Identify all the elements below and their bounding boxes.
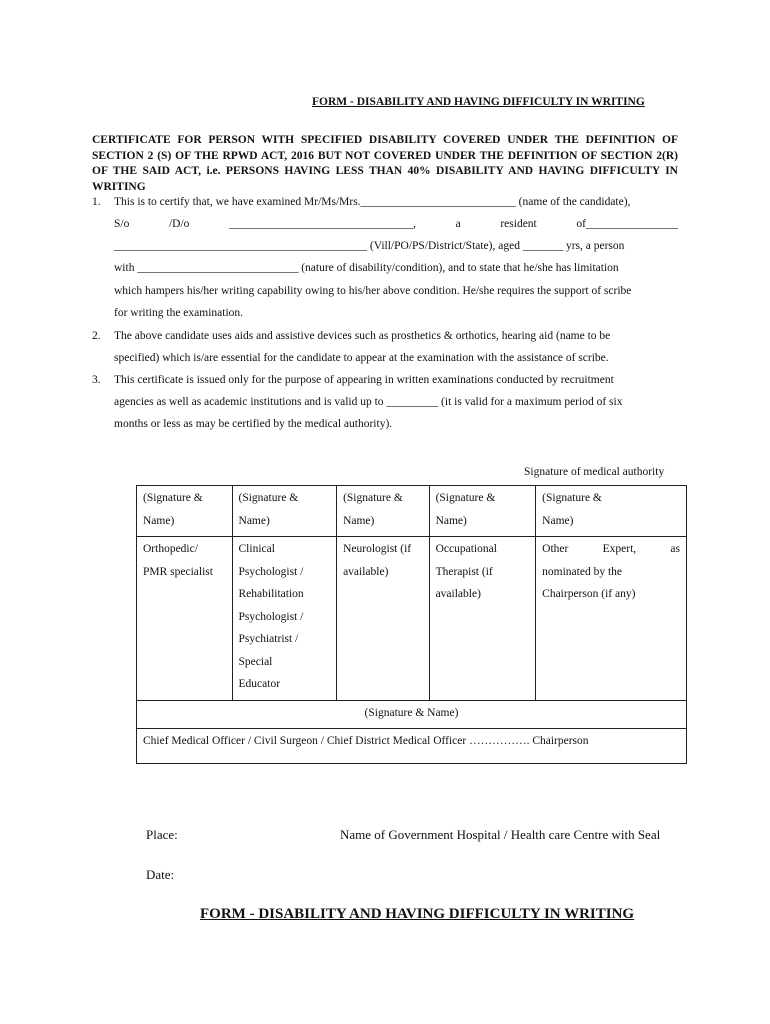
clause-number: 3.	[92, 374, 101, 386]
clause-3-line-3: months or less as may be certified by the medical authority).	[114, 418, 393, 430]
chairperson-cell: Chief Medical Officer / Civil Surgeon / Chief District Medical Officer ……………. Chairperson	[137, 729, 687, 764]
clause-2-line-1: The above candidate uses aids and assistive devices such as prosthetics & orthotics, hearing aid (name to be	[114, 330, 611, 342]
signature-cell: (Signature & Name)	[232, 486, 337, 537]
chairperson-row	[137, 729, 687, 764]
certificate-heading: CERTIFICATE FOR PERSON WITH SPECIFIED DISABILITY COVERED UNDER THE DEFINITION OF SECTION 2 (S) OF THE RPWD ACT, 2016 BUT NOT COVERED UNDER THE DEFINITION OF SECTION 2(R) OF THE SAID ACT, i.e. PERSONS HAVING LESS THAN 40% DISABILITY AND HAVING DIFFICULTY IN WRITING	[92, 134, 678, 193]
other-expert-cell: Other Expert, as nominated by the Chairperson (if any)	[536, 537, 687, 701]
signature-row	[137, 486, 687, 537]
word-a: a	[455, 218, 461, 230]
clause-3-line-2: agencies as well as academic institutions and is valid up to _________ (it is valid for a maximum period of six	[114, 396, 623, 408]
clause-2-line-2: specified) which is/are essential for the candidate to appear at the examination with the assistance of scribe.	[114, 352, 609, 364]
clause-number: 1.	[92, 196, 101, 208]
parent-name-blank: ________________________________,	[229, 218, 416, 230]
clause-1-line-4: with ____________________________ (nature of disability/condition), and to state that he/she has limitation	[114, 262, 619, 274]
place-label: Place:	[146, 827, 178, 842]
signature-cell: (Signature & Name)	[429, 486, 536, 537]
clause-1-line-1: This is to certify that, we have examined Mr/Ms/Mrs.___________________________ (name of the candidate),	[114, 196, 631, 208]
signature-cell: (Signature & Name)	[536, 486, 687, 537]
clause-1-line-5: which hampers his/her writing capability owing to his/her above condition. He/she requires the support of scribe	[114, 285, 632, 297]
form-title: FORM - DISABILITY AND HAVING DIFFICULTY IN WRITING	[312, 96, 645, 108]
therapist-cell: Occupational Therapist (if available)	[429, 537, 536, 701]
clause-number: 2.	[92, 330, 101, 342]
psychologist-cell: Clinical Psychologist / Rehabilitation Psychologist / Psychiatrist / Special Educator	[232, 537, 337, 701]
signature-cell: (Signature & Name)	[137, 486, 233, 537]
date-label: Date:	[146, 867, 175, 882]
bottom-form-title: FORM - DISABILITY AND HAVING DIFFICULTY IN WRITING	[200, 906, 635, 922]
clause-1-line-3: ____________________________________________ (Vill/PO/PS/District/State), aged _______ yrs, a person	[114, 240, 625, 252]
chairperson-signature-row	[137, 700, 687, 729]
clause-3-line-1: This certificate is issued only for the purpose of appearing in written examinations conducted by recruitment	[114, 374, 614, 386]
daughter-of-label: /D/o	[168, 218, 190, 230]
word-resident: resident	[500, 218, 537, 230]
neurologist-cell: Neurologist (if available)	[337, 537, 430, 701]
clause-1-line-6: for writing the examination.	[114, 307, 244, 319]
signature-medical-authority: Signature of medical authority	[524, 466, 665, 478]
clause-1-line-2	[114, 218, 678, 230]
son-of-label: S/o	[114, 218, 130, 230]
specialist-row	[137, 537, 687, 701]
orthopedic-cell: Orthopedic/ PMR specialist	[137, 537, 233, 701]
residence-blank: of________________	[576, 218, 678, 230]
chairperson-signature-cell: (Signature & Name)	[137, 700, 687, 729]
signature-table	[136, 485, 687, 764]
signature-cell: (Signature & Name)	[337, 486, 430, 537]
hospital-seal-label: Name of Government Hospital / Health care Centre with Seal	[340, 827, 661, 842]
